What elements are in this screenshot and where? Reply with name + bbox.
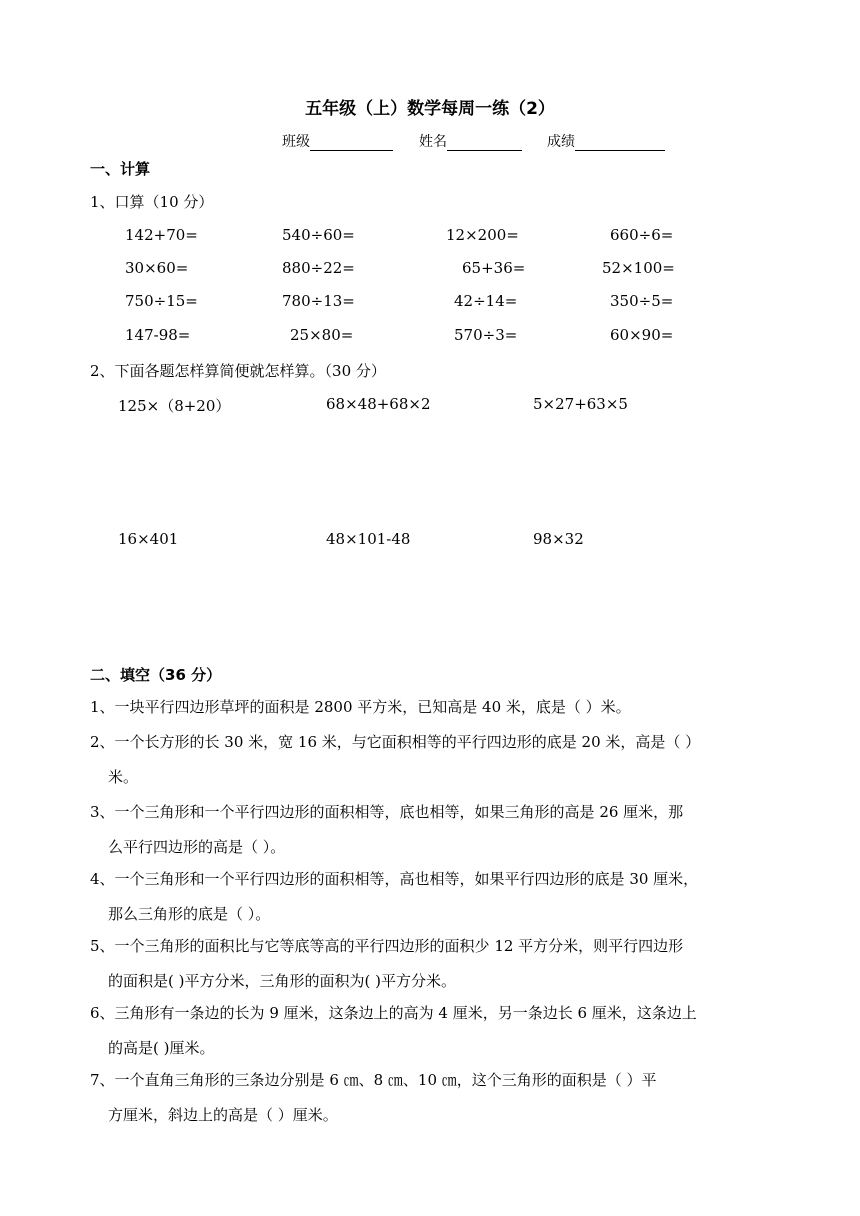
score-label: 成绩 — [547, 134, 575, 150]
fill-question-5 — [90, 929, 780, 999]
question-line: 米。 — [108, 768, 139, 786]
question-line: 5、一个三角形的面积比与它等底等高的平行四边形的面积少 12 平方分米，则平行四边形 — [90, 937, 684, 955]
simplify-problem: 48×101-48 — [326, 530, 411, 548]
oral-item: 540÷60= — [282, 226, 355, 244]
part2-heading: 2、下面各题怎样算简便就怎样算。（30 分） — [90, 362, 386, 380]
question-line: 的高是( )厘米。 — [108, 1039, 215, 1057]
oral-item: 42÷14= — [454, 292, 518, 310]
oral-item: 30×60= — [125, 259, 189, 277]
name-field — [419, 131, 522, 151]
name-label: 姓名 — [419, 134, 447, 150]
question-line: 7、一个直角三角形的三条边分别是 6 ㎝、8 ㎝、10 ㎝，这个三角形的面积是（ ）平 — [90, 1071, 657, 1089]
question-line: 么平行四边形的高是（ ）。 — [108, 838, 286, 856]
class-field — [282, 131, 393, 151]
oral-item: 660÷6= — [610, 226, 674, 244]
name-blank — [447, 136, 522, 151]
simplify-problem: 125×（8+20） — [118, 397, 231, 415]
score-blank — [575, 136, 665, 151]
oral-item: 880÷22= — [282, 259, 355, 277]
oral-item: 147-98= — [125, 326, 191, 344]
fill-question-1 — [90, 690, 780, 725]
simplify-problem: 16×401 — [118, 530, 179, 548]
section1-heading: 一、计算 — [90, 160, 151, 178]
oral-item: 52×100= — [602, 259, 675, 277]
oral-item: 60×90= — [610, 326, 674, 344]
question-line: 那么三角形的底是（ ）。 — [108, 905, 271, 923]
simplify-problem: 68×48+68×2 — [326, 395, 431, 413]
fill-question-7 — [90, 1063, 780, 1133]
question-line: 6、三角形有一条边的长为 9 厘米，这条边上的高为 4 厘米，另一条边长 6 厘米，这条边上 — [90, 1004, 697, 1022]
fill-question-6 — [90, 996, 780, 1066]
question-line: 1、一块平行四边形草坪的面积是 2800 平方米，已知高是 40 米，底是（ ）米。 — [90, 698, 631, 716]
oral-item: 65+36= — [462, 259, 526, 277]
question-line: 3、一个三角形和一个平行四边形的面积相等，底也相等，如果三角形的高是 26 厘米，那 — [90, 803, 684, 821]
question-line: 方厘米，斜边上的高是（ ）厘米。 — [108, 1106, 338, 1124]
simplify-problem: 98×32 — [533, 530, 584, 548]
oral-item: 780÷13= — [282, 292, 355, 310]
oral-item: 570÷3= — [454, 326, 518, 344]
fill-question-3 — [90, 795, 780, 865]
oral-item: 750÷15= — [125, 292, 198, 310]
simplify-problem: 5×27+63×5 — [533, 395, 628, 413]
oral-item: 350÷5= — [610, 292, 674, 310]
page-title: 五年级（上）数学每周一练（2） — [305, 99, 555, 119]
section2-heading: 二、填空（36 分） — [90, 666, 222, 684]
fill-question-4 — [90, 862, 780, 932]
score-field — [547, 131, 665, 151]
oral-item: 12×200= — [446, 226, 519, 244]
oral-item: 25×80= — [290, 326, 354, 344]
class-blank — [310, 136, 393, 151]
oral-item: 142+70= — [125, 226, 198, 244]
fill-question-2 — [90, 725, 780, 795]
question-line: 4、一个三角形和一个平行四边形的面积相等，高也相等，如果平行四边形的底是 30 厘米， — [90, 870, 699, 888]
part1-heading: 1、口算（10 分） — [90, 193, 214, 211]
question-line: 2、一个长方形的长 30 米，宽 16 米，与它面积相等的平行四边形的底是 20 米，高是（ ） — [90, 733, 701, 751]
question-line: 的面积是( )平方分米，三角形的面积为( )平方分米。 — [108, 972, 456, 990]
class-label: 班级 — [282, 134, 310, 150]
